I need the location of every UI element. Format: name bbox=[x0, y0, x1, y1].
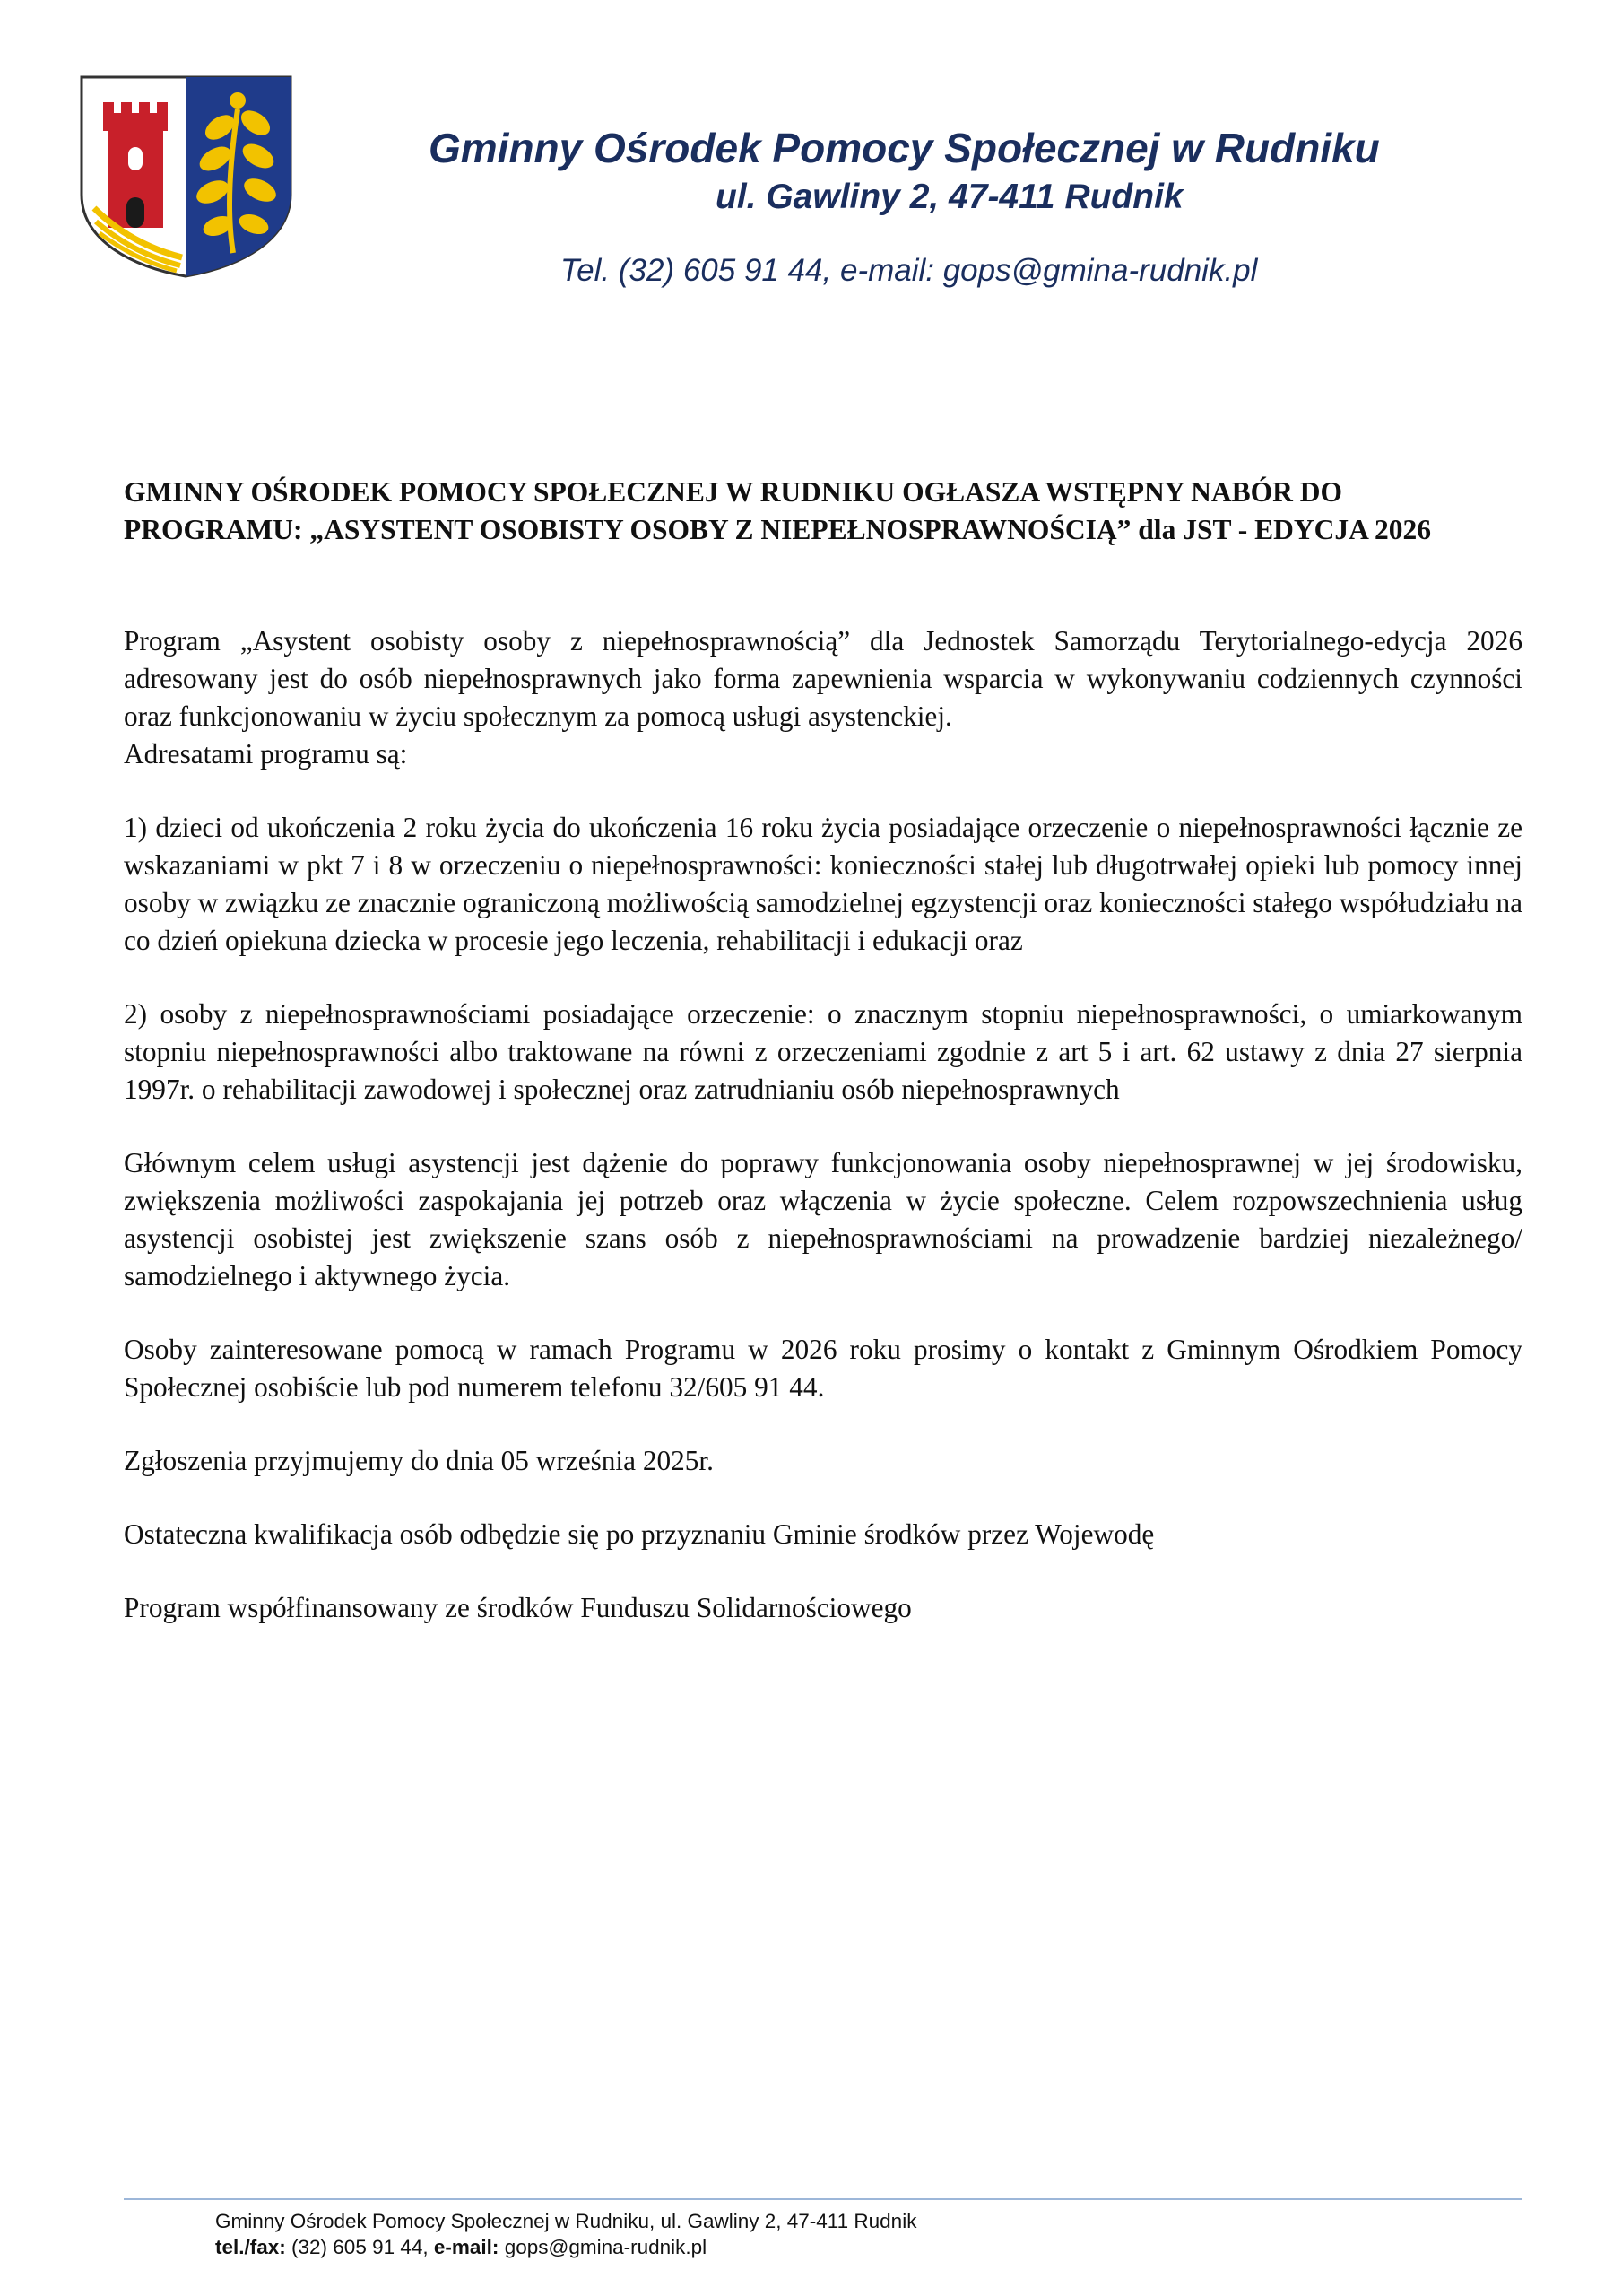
qualification-paragraph: Ostateczna kwalifikacja osób odbędzie się po przyznaniu Gminie środków przez Wojewodę bbox=[124, 1518, 1155, 1550]
footer-email: gops@gmina-rudnik.pl bbox=[499, 2236, 707, 2258]
footer-email-label: e-mail: bbox=[433, 2236, 499, 2258]
goal-paragraph: Głównym celem usługi asystencji jest dążenie do poprawy funkcjonowania osoby niepełnosprawnej w jej środowisku, zwiększenia możliwości zaspokajania jej potrzeb oraz włączenia w życie społeczne. Celem rozpowszechnienia usług asystencji osobistej jest zwiększenie szans osób z niepełnosprawnościami na prowadzenie bardziej niezależnego/ samodzielnego i aktywnego życia. bbox=[124, 1147, 1522, 1292]
document-body bbox=[124, 474, 1522, 1627]
document-headline: GMINNY OŚRODEK POMOCY SPOŁECZNEJ W RUDNIKU OGŁASZA WSTĘPNY NABÓR DO PROGRAMU: „ASYSTENT OSOBISTY OSOBY Z NIEPEŁNOSPRAWNOŚCIĄ” dla JST - EDYCJA 2026 bbox=[124, 476, 1432, 545]
organization-address: ul. Gawliny 2, 47-411 Rudnik bbox=[716, 178, 1184, 216]
footer-phone-label: tel./fax: bbox=[215, 2236, 286, 2258]
organization-name: Gminny Ośrodek Pomocy Społecznej w Rudniku bbox=[429, 125, 1380, 171]
intro-paragraph: Program „Asystent osobisty osoby z niepełnosprawnością” dla Jednostek Samorządu Terytorialnego-edycja 2026 adresowany jest do osób niepełnosprawnych jako forma zapewnienia wsparcia w wykonywaniu codziennych czynności oraz funkcjonowaniu w życiu społecznym za pomocą usługi asystenckiej. bbox=[124, 625, 1522, 732]
coat-of-arms-icon bbox=[76, 74, 296, 280]
footer-address: Gminny Ośrodek Pomocy Społecznej w Rudniku, ul. Gawliny 2, 47-411 Rudnik bbox=[215, 2210, 917, 2232]
page-footer bbox=[215, 2208, 1381, 2260]
list-item: 2) osoby z niepełnosprawnościami posiadające orzeczenie: o znacznym stopniu niepełnosprawności, o umiarkowanym stopniu niepełnosprawności albo traktowane na równi z orzeczeniami zgodnie z art 5 i art. 62 ustawy z dnia 27 sierpnia 1997r. o rehabilitacji zawodowej i społecznej oraz zatrudnianiu osób niepełnosprawnych bbox=[124, 998, 1522, 1105]
footer-divider bbox=[124, 2198, 1522, 2200]
deadline-paragraph: Zgłoszenia przyjmujemy do dnia 05 września 2025r. bbox=[124, 1445, 714, 1476]
addressees-label: Adresatami programu są: bbox=[124, 738, 408, 770]
footer-contact bbox=[215, 2234, 1381, 2260]
contact-paragraph: Osoby zainteresowane pomocą w ramach Programu w 2026 roku prosimy o kontakt z Gminnym Ośrodkiem Pomocy Społecznej osobiście lub pod numerem telefonu 32/605 91 44. bbox=[124, 1334, 1522, 1403]
footer-phone: (32) 605 91 44, bbox=[285, 2236, 434, 2258]
list-item: 1) dzieci od ukończenia 2 roku życia do ukończenia 16 roku życia posiadające orzeczenie o niepełnosprawności łącznie ze wskazaniami w pkt 7 i 8 w orzeczeniu o niepełnosprawności: konieczności stałej lub długotrwałej opieki lub pomocy innej osoby w związku ze znacznie ograniczoną możliwością samodzielnej egzystencji oraz konieczności stałego współudziału na co dzień opiekuna dziecka w procesie jego leczenia, rehabilitacji i edukacji oraz bbox=[124, 812, 1522, 956]
organization-contact: Tel. (32) 605 91 44, e-mail: gops@gmina-rudnik.pl bbox=[560, 253, 1258, 288]
funding-paragraph: Program współfinansowany ze środków Funduszu Solidarnościowego bbox=[124, 1592, 912, 1623]
